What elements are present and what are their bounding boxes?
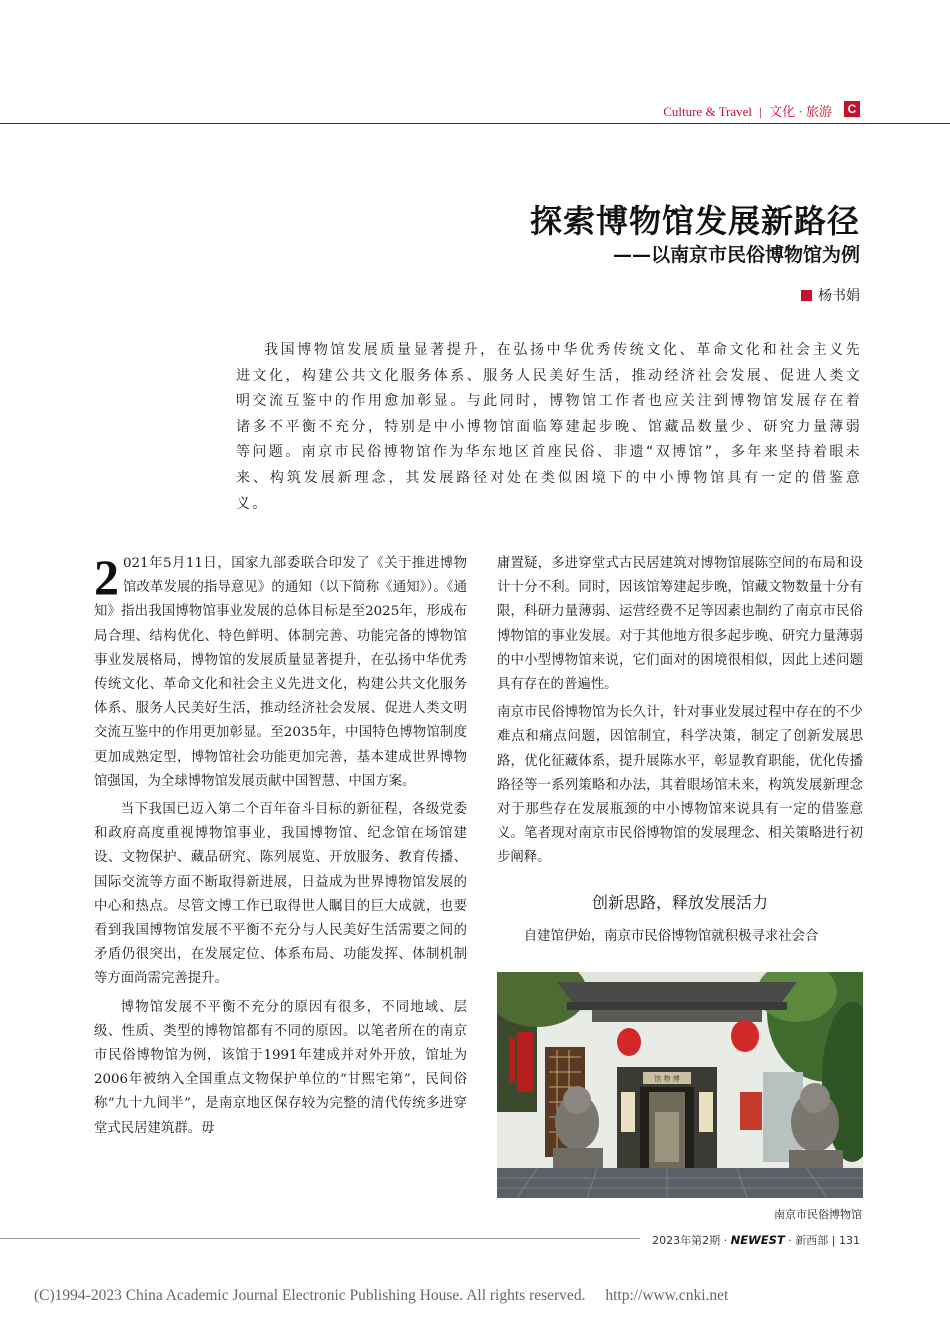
museum-gate-illustration (497, 972, 863, 1198)
author-name: 杨书娟 (818, 288, 860, 304)
journal-section-header (663, 101, 832, 120)
header-rule (0, 123, 950, 124)
body-paragraph: 庸置疑，多进穿堂式古民居建筑对博物馆展陈空间的布局和设计十分不利。同时，因该馆筹建起步晚，馆藏文物数量十分有限，科研力量薄弱、运营经费不足等因素也制约了南京市民俗博物馆的事业发展。对于其他地方很多起步晚、研究力量薄弱的中小型博物馆来说，它们面对的困境很相似，因此上述问题具有存在的普遍性。 (497, 556, 863, 693)
author-marker (801, 290, 812, 301)
abstract (236, 338, 862, 517)
footer-rule (0, 1238, 640, 1239)
abstract-text: 我国博物馆发展质量显著提升，在弘扬中华优秀传统文化、革命文化和社会主义先进文化，构建公共文化服务体系、服务人民美好生活，推动经济社会发展、促进人类文明交流互鉴中的作用愈加彰显。与此同时，博物馆工作者也应关注到博物馆发展存在着诸多不平衡不充分，特别是中小博物馆面临筹建起步晚、馆藏品数量少、研究力量薄弱等问题。南京市民俗博物馆作为华东地区首座民俗、非遗“双博馆”，多年来坚持着眼未来、构筑发展新理念，其发展路径对处在类似困境下的中小博物馆具有一定的借鉴意义。 (236, 342, 862, 512)
author-line (801, 285, 860, 305)
section-divider: | (759, 104, 762, 119)
drop-cap: 2 (94, 549, 119, 605)
gate-plaque: 馆 物 博 (654, 1075, 680, 1083)
body-column-left (94, 549, 467, 1145)
journal-brand: NEWEST (730, 1233, 785, 1247)
section-badge: C (844, 101, 860, 117)
photo-caption: 南京市民俗博物馆 (774, 1208, 862, 1221)
copyright-notice (34, 1287, 728, 1305)
paragraph-text: 021年5月11日，国家九部委联合印发了《关于推进博物馆改革发展的指导意见》的通知（以下简称《通知》）。《通知》指出我国博物馆事业发展的总体目标是至2025年，形成布局合理、结构优化、特色鲜明、体制完善、功能完备的博物馆事业发展格局，博物馆的发展质量显著提升，在弘扬中华优秀传统文化、革命文化和社会主义先进文化，构建公共文化服务体系、服务人民美好生活，推动经济社会发展、促进人类文明交流互鉴中的作用更加彰显。至2035年，中国特色博物馆制度更加成熟定型，博物馆社会功能更加完善，基本建成世界博物馆强国，为全球博物馆发展贡献中国智慧、中国方案。 (94, 556, 467, 789)
section-label-en: Culture & Travel (663, 104, 753, 119)
body-paragraph: 当下我国已迈入第二个百年奋斗目标的新征程，各级党委和政府高度重视博物馆事业，我国博物馆、纪念馆在场馆建设、文物保护、藏品研究、陈列展览、开放服务、教育传播、国际交流等方面不断取得新进展，日益成为世界博物馆发展的中心和热点。尽管文博工作已取得世人瞩目的巨大成就，也要看到我国博物馆发展不平衡不充分与人民美好生活需要之间的矛盾仍很突出，在发展定位、体系布局、功能发挥、体制机制等方面尚需完善提升。 (94, 802, 467, 987)
body-paragraph: 博物馆发展不平衡不充分的原因有很多，不同地域、层级、性质、类型的博物馆都有不同的原因。以笔者所在的南京市民俗博物馆为例，该馆于1991年建成并对外开放，馆址为2006年被纳入全国重点文物保护单位的“甘熙宅第”，民间俗称“九十九间半”，是南京地区保存较为完整的清代传统多进穿堂式民居建筑群。毋 (94, 999, 467, 1136)
journal-brand-cn: · 新西部 | (788, 1234, 836, 1247)
section-label-cn: 文化 · 旅游 (769, 104, 832, 119)
body-paragraph (94, 549, 467, 794)
section-heading: 创新思路，释放发展活力 (591, 893, 768, 912)
page-number: 131 (839, 1234, 860, 1247)
copyright-url[interactable]: http://www.cnki.net (605, 1287, 729, 1304)
copyright-text: (C)1994-2023 China Academic Journal Electronic Publishing House. All rights reserved. (34, 1287, 586, 1304)
article-title: 探索博物馆发展新路径 (529, 202, 860, 240)
body-paragraph: 南京市民俗博物馆为长久计，针对事业发展过程中存在的不少难点和痛点问题，因馆制宜，科学决策，制定了创新发展思路，优化征藏体系，提升展陈水平，彰显教育职能，优化传播路径等一系列策略和办法，其着眼场馆未来，构筑发展新理念对于那些存在发展瓶颈的中小博物馆来说具有一定的借鉴意义。笔者现对南京市民俗博物馆的发展理念、相关策略进行初步阐释。 (497, 705, 863, 866)
article-subtitle: ——以南京市民俗博物馆为例 (612, 244, 860, 266)
museum-photo (497, 972, 863, 1198)
body-column-right (497, 552, 863, 875)
issue-label: 2023年第2期 · (652, 1234, 728, 1247)
section-paragraph: 自建馆伊始，南京市民俗博物馆就积极寻求社会合 (523, 929, 819, 944)
page-footer (652, 1232, 860, 1248)
